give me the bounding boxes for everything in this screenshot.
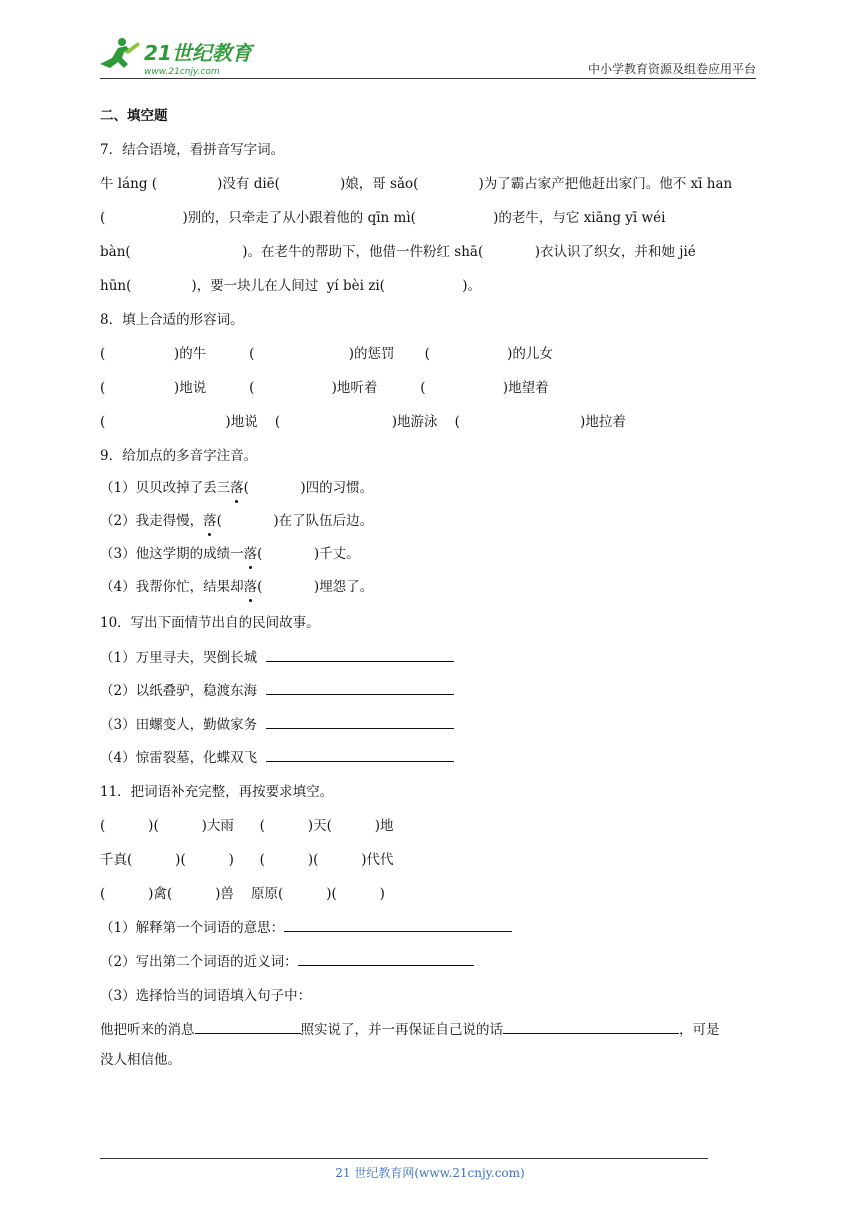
q9-title: 9．给加点的多音字注音。 xyxy=(100,448,258,464)
q7-line-3: bàn( )。在老牛的帮助下，他借一件粉红 shā( )衣认识了织女，并和她 jié xyxy=(100,244,696,260)
q11-sub-1: （1）解释第一个词语的意思： xyxy=(100,919,512,937)
q11-sentence-end: 没人相信他。 xyxy=(100,1052,181,1068)
q8-row-3: ( )地说 ( )地游泳 ( )地拉着 xyxy=(100,414,626,430)
section-title: 二、填空题 xyxy=(100,108,168,124)
q7-title: 7．结合语境，看拼音写字词。 xyxy=(100,142,285,158)
answer-blank[interactable] xyxy=(284,919,512,932)
q10-title: 10．写出下面情节出自的民间故事。 xyxy=(100,615,320,631)
q10-item: （3）田螺变人，勤做家务 xyxy=(100,716,454,734)
q9-item: （4）我帮你忙，结果却落( )埋怨了。 xyxy=(100,579,374,595)
answer-blank[interactable] xyxy=(266,649,454,662)
q11-row-2: 千真( )( ) ( )( )代代 xyxy=(100,852,394,868)
emphasis-char: 落 xyxy=(243,579,258,595)
q11-row-3: ( )禽( )兽 原原( )( ) xyxy=(100,886,385,902)
answer-blank[interactable] xyxy=(298,953,474,966)
answer-blank[interactable] xyxy=(195,1021,301,1034)
header-divider xyxy=(100,78,756,79)
q7-line-2: ( )别的，只牵走了从小跟着他的 qīn mì( )的老牛，与它 xiāng yī wéi xyxy=(100,210,666,226)
q11-sub-2: （2）写出第二个词语的近义词： xyxy=(100,953,474,971)
answer-blank[interactable] xyxy=(266,749,454,762)
logo xyxy=(94,34,264,78)
footer-divider xyxy=(100,1158,708,1159)
footer-text: 21 世纪教育网(www.21cnjy.com) xyxy=(335,1166,525,1180)
q7-line-1: 牛 láng ( )没有 diē( )娘，哥 sǎo( )为了霸占家产把他赶出家门。他不 xī han xyxy=(100,176,733,192)
emphasis-char: 落 xyxy=(230,480,244,496)
q11-title: 11．把词语补充完整，再按要求填空。 xyxy=(100,784,334,800)
emphasis-char: 落 xyxy=(243,546,258,562)
q9-item: （1）贝贝改掉了丢三落( )四的习惯。 xyxy=(100,480,374,496)
q11-row-1: ( )( )大雨 ( )天( )地 xyxy=(100,818,394,834)
q7-line-4: hūn( )，要一块儿在人间过 yí bèi zi( )。 xyxy=(100,278,481,294)
q9-item: （3）他这学期的成绩一落( )千丈。 xyxy=(100,546,360,562)
answer-blank[interactable] xyxy=(266,716,454,729)
q8-title: 8．填上合适的形容词。 xyxy=(100,312,244,328)
answer-blank[interactable] xyxy=(266,682,454,695)
logo-url: www.21cnjy.com xyxy=(144,67,220,77)
platform-name: 中小学教育资源及组卷应用平台 xyxy=(587,62,756,76)
q8-row-2: ( )地说 ( )地听着 ( )地望着 xyxy=(100,380,549,396)
emphasis-char: 落 xyxy=(203,513,217,529)
answer-blank[interactable] xyxy=(503,1021,679,1034)
q9-item: （2）我走得慢，落( )在了队伍后边。 xyxy=(100,513,374,529)
q10-item: （1）万里寻夫，哭倒长城 xyxy=(100,649,454,667)
logo-text: 21世纪教育 xyxy=(144,41,252,65)
q11-sentence: 他把听来的消息 照实说了，并一再保证自己说的话 ，可是 xyxy=(100,1022,720,1038)
q8-row-1: ( )的牛 ( )的惩罚 ( )的儿女 xyxy=(100,346,553,362)
q10-item: （2）以纸叠驴，稳渡东海 xyxy=(100,682,454,700)
q11-sub-3: （3）选择恰当的词语填入句子中： xyxy=(100,988,312,1004)
q10-item: （4）惊雷裂墓，化蝶双飞 xyxy=(100,749,454,767)
